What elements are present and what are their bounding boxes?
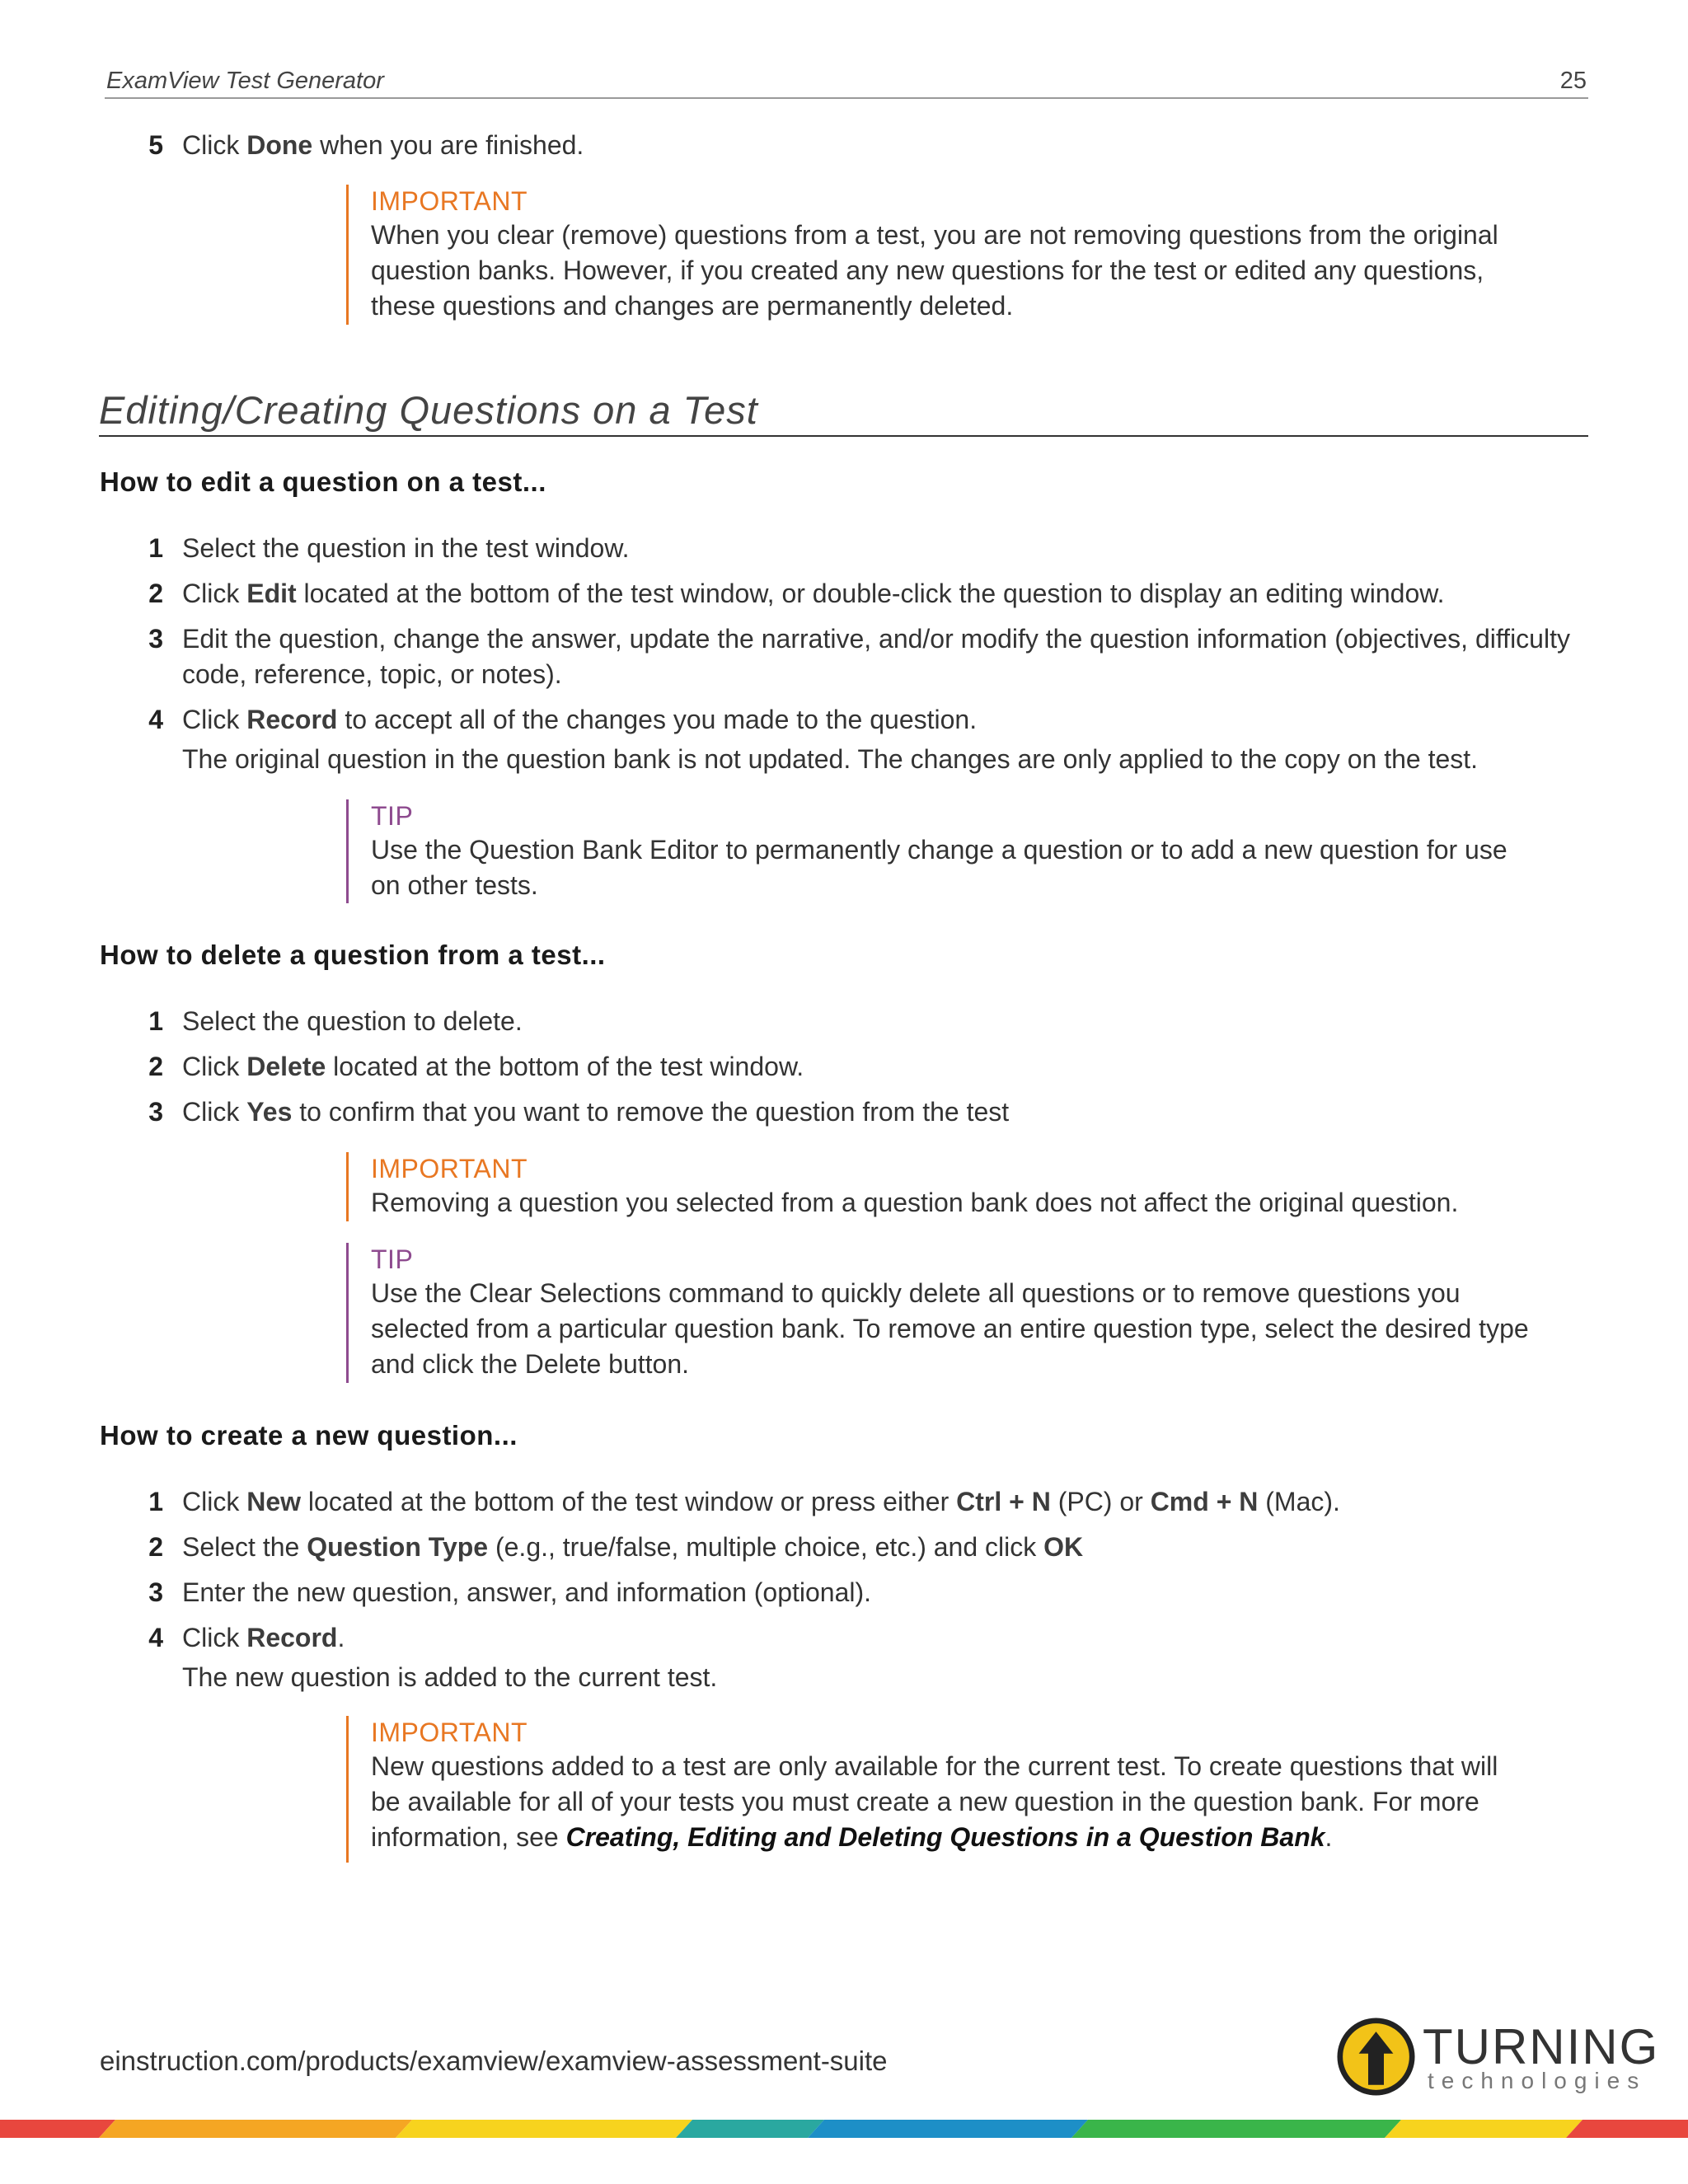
callout-label: IMPORTANT	[371, 1154, 528, 1183]
step-text	[182, 576, 1592, 612]
bold-term: Question Type	[307, 1532, 489, 1562]
step-number: 1	[148, 1006, 163, 1036]
bold-term: Ctrl + N	[956, 1487, 1051, 1516]
step-number: 2	[148, 1052, 163, 1081]
bold-term: Done	[246, 130, 313, 160]
step-number: 3	[148, 1577, 163, 1607]
bold-term: New	[246, 1487, 302, 1516]
callout-text-before: New questions added to a test are only available for the current test. To create questions that will be available for all of your tests you must create a new question in the question bank. For more information, see	[371, 1751, 1498, 1852]
callout-label: IMPORTANT	[371, 186, 528, 216]
text-run: Click	[182, 1487, 247, 1516]
logo-arrow-icon	[1337, 2018, 1415, 2096]
step-text	[182, 1484, 1592, 1520]
step-text	[182, 1049, 1592, 1085]
text-run: to accept all of the changes you made to the question.	[337, 705, 978, 734]
text-run: located at the bottom of the test window, or double-click the question to display an editing window.	[296, 579, 1445, 608]
text-run: Click	[182, 1052, 247, 1081]
edit-note: The original question in the question bank is not updated. The changes are only applied to the copy on the test.	[182, 744, 1479, 774]
callout-text: Removing a question you selected from a question bank does not affect the original question.	[371, 1188, 1459, 1217]
text-run: .	[337, 1623, 345, 1652]
step-text	[182, 1004, 1592, 1039]
callout-label: TIP	[371, 1244, 414, 1274]
logo-wordmark: TURNING	[1423, 2019, 1660, 2074]
bold-term: Yes	[246, 1097, 293, 1127]
step-number: 1	[148, 533, 163, 563]
subheading-edit-question: How to edit a question on a test...	[100, 466, 546, 497]
callout-text-after: .	[1325, 1822, 1333, 1852]
step-number: 3	[148, 1097, 163, 1127]
text-run: Click	[182, 705, 247, 734]
footer-url[interactable]: einstruction.com/products/examview/examview-assessment-suite	[100, 2046, 888, 2076]
callout-text: When you clear (remove) questions from a test, you are not removing questions from the original question banks. However, if you created any new questions for the test or edited any questions, these questions and changes are permanently deleted.	[371, 220, 1498, 321]
step-number: 4	[148, 705, 163, 734]
turning-technologies-logo	[1337, 2018, 1660, 2102]
bold-term: OK	[1043, 1532, 1084, 1562]
bold-term: Record	[246, 705, 338, 734]
step-text	[182, 1575, 1592, 1610]
text-run: Select the question to delete.	[182, 1006, 523, 1036]
document-title: ExamView Test Generator	[106, 68, 384, 94]
step-number: 4	[148, 1623, 163, 1652]
important-callout-new-questions	[346, 1716, 1533, 1863]
decorative-color-bar	[0, 2120, 1688, 2138]
text-run: Click	[182, 579, 247, 608]
callout-text: Use the Question Bank Editor to permanently change a question or to add a new question for use on other tests.	[371, 835, 1507, 900]
tip-callout-question-bank-editor	[346, 799, 1533, 903]
bold-term: Cmd + N	[1150, 1487, 1259, 1516]
callout-text: Use the Clear Selections command to quickly delete all questions or to remove questions you selected from a particular question bank. To remove an entire question type, select the desired type and click the Delete button.	[371, 1278, 1529, 1379]
step-number: 5	[148, 130, 163, 160]
tip-callout-clear-selections	[346, 1243, 1533, 1383]
text-run: located at the bottom of the test window.	[326, 1052, 804, 1081]
bold-term: Delete	[246, 1052, 326, 1081]
step-text	[182, 1620, 1592, 1656]
text-run: Select the question in the test window.	[182, 533, 630, 563]
step-text	[182, 621, 1592, 692]
bold-term: Edit	[246, 579, 297, 608]
page-number: 25	[1559, 68, 1587, 94]
text-run: Click	[182, 1623, 247, 1652]
step-text	[182, 1530, 1592, 1565]
running-header	[105, 68, 1588, 99]
logo-tagline: technologies	[1428, 2068, 1647, 2093]
subheading-create-question: How to create a new question...	[100, 1420, 518, 1451]
text-run: Select the	[182, 1532, 307, 1562]
callout-label: TIP	[371, 801, 414, 831]
step-number: 3	[148, 624, 163, 654]
section-title: Editing/Creating Questions on a Test	[99, 387, 1588, 437]
step-text	[182, 128, 1592, 163]
bold-term: Record	[246, 1623, 338, 1652]
step-text	[182, 531, 1592, 566]
step-number: 1	[148, 1487, 163, 1516]
create-note: The new question is added to the current test.	[182, 1662, 718, 1692]
step-number: 2	[148, 579, 163, 608]
step-number: 2	[148, 1532, 163, 1562]
cross-reference-link[interactable]: Creating, Editing and Deleting Questions in a Question Bank	[565, 1822, 1325, 1852]
text-run: Edit the question, change the answer, update the narrative, and/or modify the question information (objectives, difficulty code, reference, topic, or notes).	[182, 624, 1570, 689]
step-text	[182, 702, 1592, 738]
text-run: Enter the new question, answer, and information (optional).	[182, 1577, 872, 1607]
callout-label: IMPORTANT	[371, 1718, 528, 1747]
text-run: (Mac).	[1258, 1487, 1340, 1516]
important-callout-clear	[346, 185, 1533, 325]
text-run: Click	[182, 130, 247, 160]
text-run: to confirm that you want to remove the question from the test	[292, 1097, 1010, 1127]
text-run: (e.g., true/false, multiple choice, etc.) and click	[488, 1532, 1044, 1562]
important-callout-remove	[346, 1152, 1533, 1221]
subheading-delete-question: How to delete a question from a test...	[100, 940, 606, 970]
text-run: when you are finished.	[312, 130, 584, 160]
step-text	[182, 1094, 1592, 1130]
text-run: Click	[182, 1097, 247, 1127]
text-run: (PC) or	[1050, 1487, 1151, 1516]
text-run: located at the bottom of the test window or press either	[301, 1487, 957, 1516]
